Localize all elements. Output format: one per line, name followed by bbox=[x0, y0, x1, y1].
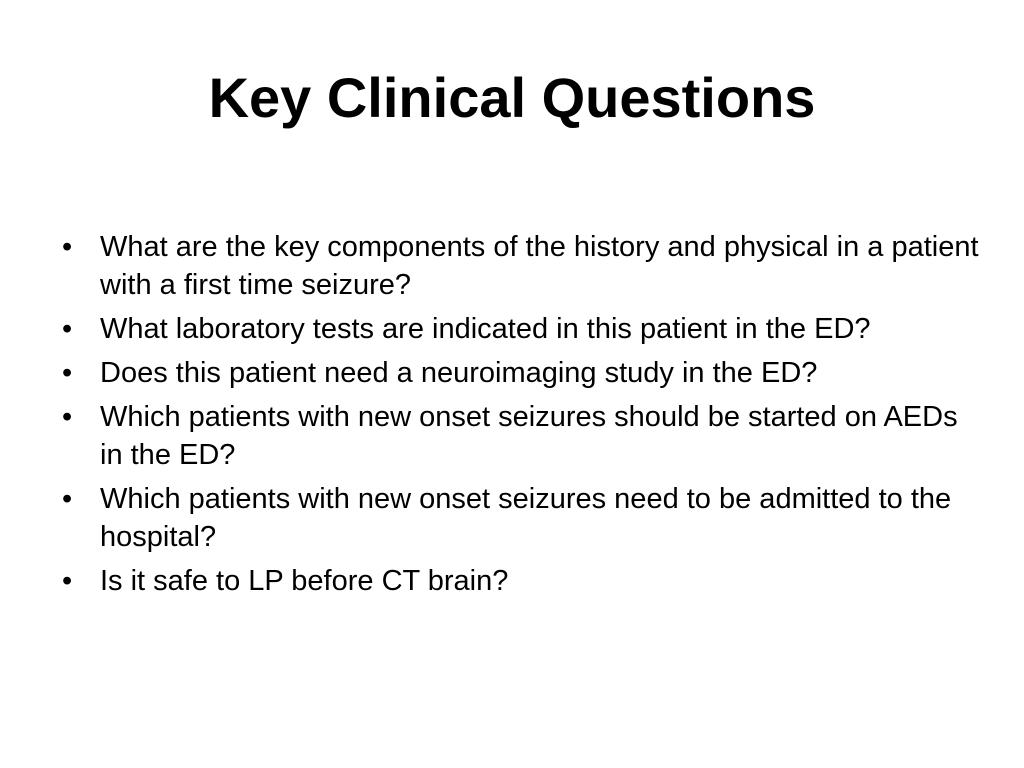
bullet-icon: • bbox=[62, 357, 73, 389]
list-item bbox=[62, 480, 982, 556]
bullet-icon: • bbox=[62, 565, 73, 597]
bullet-text: What are the key components of the history and physical in a patient with a first time seizure? bbox=[100, 231, 979, 301]
bullet-icon: • bbox=[62, 401, 73, 433]
bullet-text: Which patients with new onset seizures need to be admitted to the hospital? bbox=[100, 483, 952, 553]
bullet-icon: • bbox=[62, 231, 73, 263]
list-item bbox=[62, 228, 982, 304]
list-item bbox=[62, 354, 982, 392]
list-item bbox=[62, 310, 982, 348]
bullet-icon: • bbox=[62, 313, 73, 345]
bullet-text: Is it safe to LP before CT brain? bbox=[100, 565, 509, 597]
bullet-text: Does this patient need a neuroimaging study in the ED? bbox=[100, 357, 818, 389]
bullet-icon: • bbox=[62, 483, 73, 515]
list-item bbox=[62, 398, 982, 474]
list-item bbox=[62, 562, 982, 600]
bullet-text: What laboratory tests are indicated in this patient in the ED? bbox=[100, 313, 871, 345]
bullet-list bbox=[62, 228, 982, 606]
slide-title: Key Clinical Questions bbox=[208, 66, 816, 129]
bullet-text: Which patients with new onset seizures should be started on AEDs in the ED? bbox=[100, 401, 958, 471]
